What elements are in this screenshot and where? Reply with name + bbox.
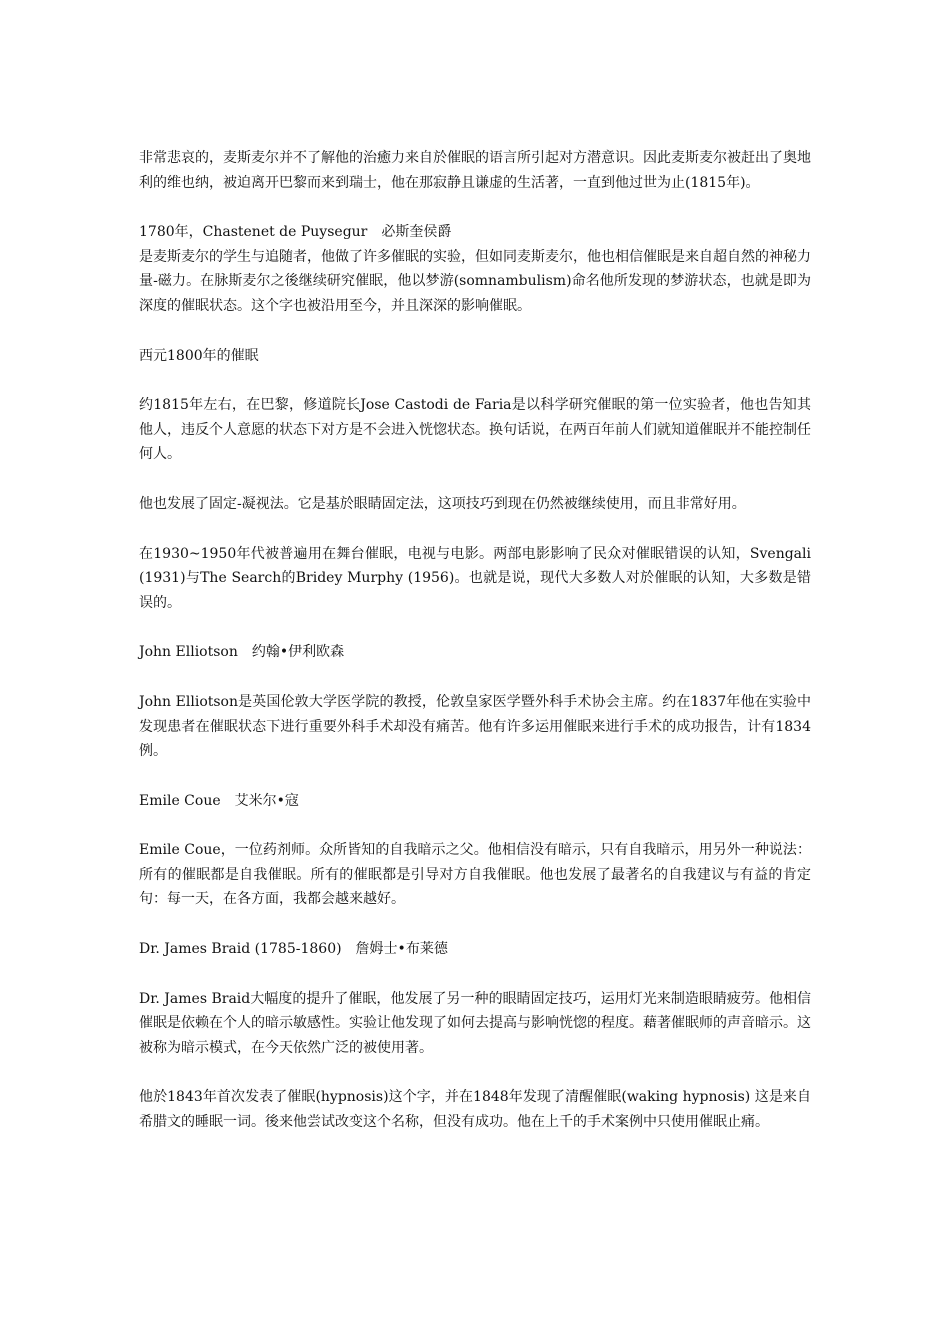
paragraph-coue: Emile Coue，一位药剂师。众所皆知的自我暗示之父。他相信没有暗示，只有自我暗示，用另外一种说法：所有的催眠都是自我催眠。所有的催眠都是引导对方自我催眠。他也发展了最著名的自我建议与有益的肯定句：每一天，在各方面，我都会越来越好。 [139, 842, 811, 908]
paragraph-fixation: 他也发展了固定-凝视法。它是基於眼睛固定法，这项技巧到现在仍然被继续使用，而且非常好用。 [139, 495, 746, 512]
document-page [139, 146, 811, 1160]
heading-1800s: 西元1800年的催眠 [139, 347, 259, 364]
paragraph-faria: 约1815年左右，在巴黎，修道院长Jose Castodi de Faria是以科学研究催眠的第一位实验者，他也告知其他人，违反个人意愿的状态下对方是不会进入恍惚状态。换句话说，在两百年前人们就知道催眠并不能控制任何人。 [139, 397, 811, 463]
heading-puysegur: 1780年，Chastenet de Puysegur 必斯奎侯爵 [139, 224, 452, 241]
paragraph-stage-hypnosis: 在1930~1950年代被普遍用在舞台催眠，电视与电影。两部电影影响了民众对催眠错误的认知，Svengali (1931)与The Search的Bridey Murphy (1956)。也就是说，现代大多数人对於催眠的认知，大多数是错误的。 [139, 545, 811, 611]
paragraph-mesmer-exile: 非常悲哀的，麦斯麦尔并不了解他的治癒力来自於催眠的语言所引起对方潜意识。因此麦斯麦尔被赶出了奥地利的维也纳，被迫离开巴黎而来到瑞士，他在那寂静且谦虚的生活著，一直到他过世为止(1815年)。 [139, 150, 811, 191]
heading-braid: Dr. James Braid (1785-1860) 詹姆士•布莱德 [139, 941, 448, 958]
paragraph-braid-hypnosis-word: 他於1843年首次发表了催眠(hypnosis)这个字，并在1848年发现了清醒催眠(waking hypnosis) 这是来自希腊文的睡眠一词。後来他尝试改变这个名称，但没有成功。他在上千的手术案例中只使用催眠止痛。 [139, 1089, 811, 1131]
heading-elliotson: John Elliotson 约翰•伊利欧森 [139, 644, 345, 661]
paragraph-puysegur: 是麦斯麦尔的学生与追随者，他做了许多催眠的实验，但如同麦斯麦尔，他也相信催眠是来自超自然的神秘力量-磁力。在脉斯麦尔之後继续研究催眠，他以梦游(somnambulism)命名他所发现的梦游状态，也就是即为深度的催眠状态。这个字也被沿用至今，并且深深的影响催眠。 [139, 248, 811, 314]
paragraph-braid: Dr. James Braid大幅度的提升了催眠，他发展了另一种的眼睛固定技巧，运用灯光来制造眼睛疲劳。他相信催眠是依赖在个人的暗示敏感性。实验让他发现了如何去提高与影响恍惚的程度。藉著催眠师的声音暗示。这被称为暗示模式，在今天依然广泛的被使用著。 [139, 990, 811, 1056]
heading-coue: Emile Coue 艾米尔•寇 [139, 792, 299, 809]
paragraph-elliotson: John Elliotson是英国伦敦大学医学院的教授，伦敦皇家医学暨外科手术协会主席。约在1837年他在实验中发现患者在催眠状态下进行重要外科手术却没有痛苦。他有许多运用催眠来进行手术的成功报告，计有1834例。 [139, 693, 811, 760]
